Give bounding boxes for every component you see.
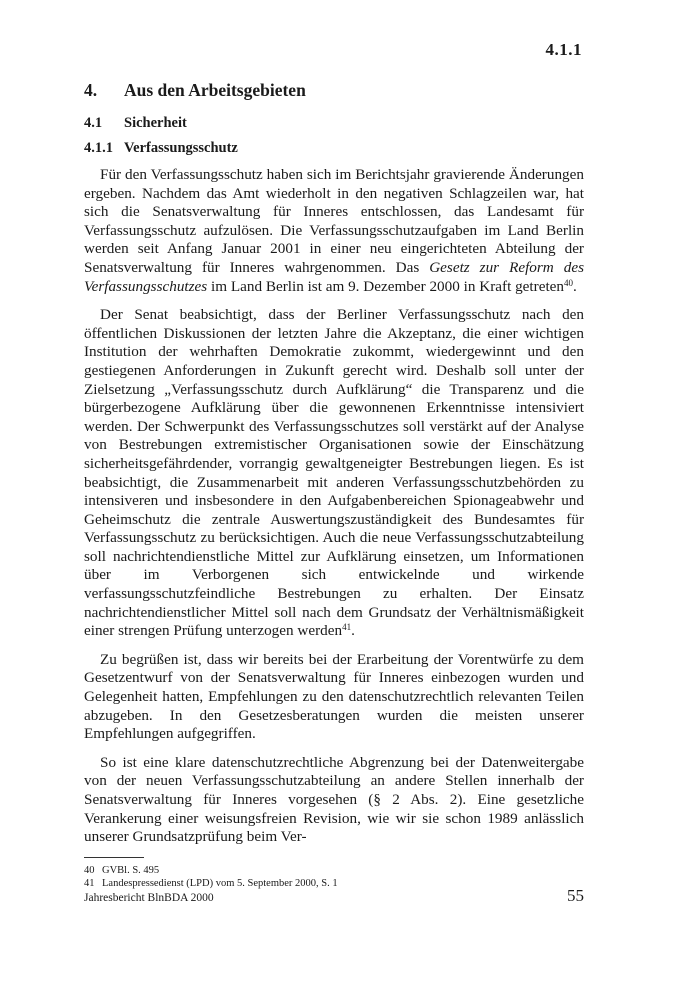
subsection-title: Verfassungsschutz — [124, 140, 238, 156]
running-section-number: 4.1.1 — [545, 40, 582, 59]
page-number: 55 — [567, 886, 584, 905]
footnote-ref-40[interactable]: 40 — [564, 277, 573, 288]
law-title: Gesetz zur Reform des Verfassungsschutzes — [84, 258, 584, 295]
page-footer — [84, 886, 584, 906]
paragraph-3: Zu begrüßen ist, dass wir bereits bei der Erarbeitung der Vorentwürfe zu dem Gesetzentwurf von der Senatsverwaltung für Inneres einbezogen wurden und Gelegenheit hatten, Empfehlungen zu den datenschutzrechtlich relevanten Teilen abzugeben. In den Gesetzesberatungen wurden die meisten unserer Empfehlungen aufgegriffen. — [84, 650, 584, 743]
paragraph-1-text: Für den Verfassungsschutz haben sich im Berichtsjahr gravierende Änderungen ergeben. Nachdem das Amt wiederholt in den negativen Schlagzeilen war, hat sich die Senatsverwaltung für Inneres entschlossen, das Landesamt für Verfassungsschutz aufzulösen. Die Verfassungsschutzaufgaben im Land Berlin werden seit Anfang Januar 2001 in einer neu eingerichteten Abteilung der Senatsverwaltung für Inneres wahrgenommen. Das — [84, 166, 584, 276]
footnote-40 — [84, 864, 584, 877]
section-number: 4.1 — [84, 115, 103, 131]
footnote-number: 40 — [84, 864, 95, 876]
paragraph-1-after: im Land Berlin ist am 9. Dezember 2000 in Kraft getreten — [207, 277, 564, 295]
main-content — [84, 80, 584, 890]
footnote-text: Landespressedienst (LPD) vom 5. September 2000, S. 1 — [102, 877, 338, 889]
paragraph-2-end: . — [351, 622, 355, 640]
footnote-number: 41 — [84, 877, 95, 889]
footnote-divider — [84, 857, 144, 858]
footnote-ref-41[interactable]: 41 — [342, 622, 352, 633]
section-heading — [84, 115, 584, 132]
subsection-number: 4.1.1 — [84, 140, 113, 156]
chapter-number: 4. — [84, 80, 98, 100]
section-title: Sicherheit — [124, 115, 187, 131]
paragraph-1-end: . — [573, 277, 577, 295]
chapter-heading — [84, 80, 584, 101]
chapter-title: Aus den Arbeitsgebieten — [124, 80, 306, 100]
paragraph-4: So ist eine klare datenschutzrechtliche Abgrenzung bei der Datenweitergabe von der neuen Verfassungsschutzabteilung an andere Stellen innerhalb der Senatsverwaltung für Inneres vorgesehen (§ 2 Abs. 2). Eine gesetzliche Verankerung einer weisungsfreien Revision, wie wir sie schon 1989 anlässlich unserer Grundsatzprüfung beim Ver- — [84, 753, 584, 846]
footnote-text: GVBl. S. 495 — [102, 864, 160, 876]
paragraph-2-text: Der Senat beabsichtigt, dass der Berliner Verfassungsschutz nach den öffentlichen Diskussionen der letzten Jahre die Akzeptanz, die einer wichtigen Institution der wehrhaften Demokratie zukommt, wiedergewinnt und den gestiegenen Anforderungen in Zukunft gerecht wird. Deshalb soll unter der Zielsetzung „Verfassungsschutz durch Aufklärung“ die Transparenz und die bürgerbezogene Aufklärung über die gewonnenen Erkenntnisse intensiviert werden. Der Schwerpunkt des Verfassungsschutzes soll verstärkt auf der Analyse von Bestrebungen extremistischer Organisationen sowie der Einschätzung sicherheitsgefährdender, vorrangig gewaltgeneigter Bestrebungen liegen. Es ist beabsichtigt, die Zusammenarbeit mit anderen Verfassungsschutzbehörden zu intensiveren und insbesondere in den Aufgabenbereichen Spionageabwehr und Geheimschutz die zentrale Auswertungszuständigkeit des Bundesamtes für Verfassungsschutz zu berücksichtigen. Auch die neue Verfassungsschutzabteilung soll nachrichtendienstliche Mittel zur Aufklärung einsetzen, um Informationen über im Verborgenen sich entwickelnde und wirkende verfassungsschutzfeindliche Bestrebungen zu erhalten. Der Einsatz nachrichtendienstlicher Mittel soll nach dem Grundsatz der Verhältnismäßigkeit einer strengen Prüfung unterzogen werden — [84, 306, 584, 640]
report-title: Jahresbericht BlnBDA 2000 — [84, 892, 214, 904]
subsection-heading — [84, 140, 584, 157]
paragraph-1 — [84, 166, 584, 296]
paragraph-2 — [84, 306, 584, 641]
